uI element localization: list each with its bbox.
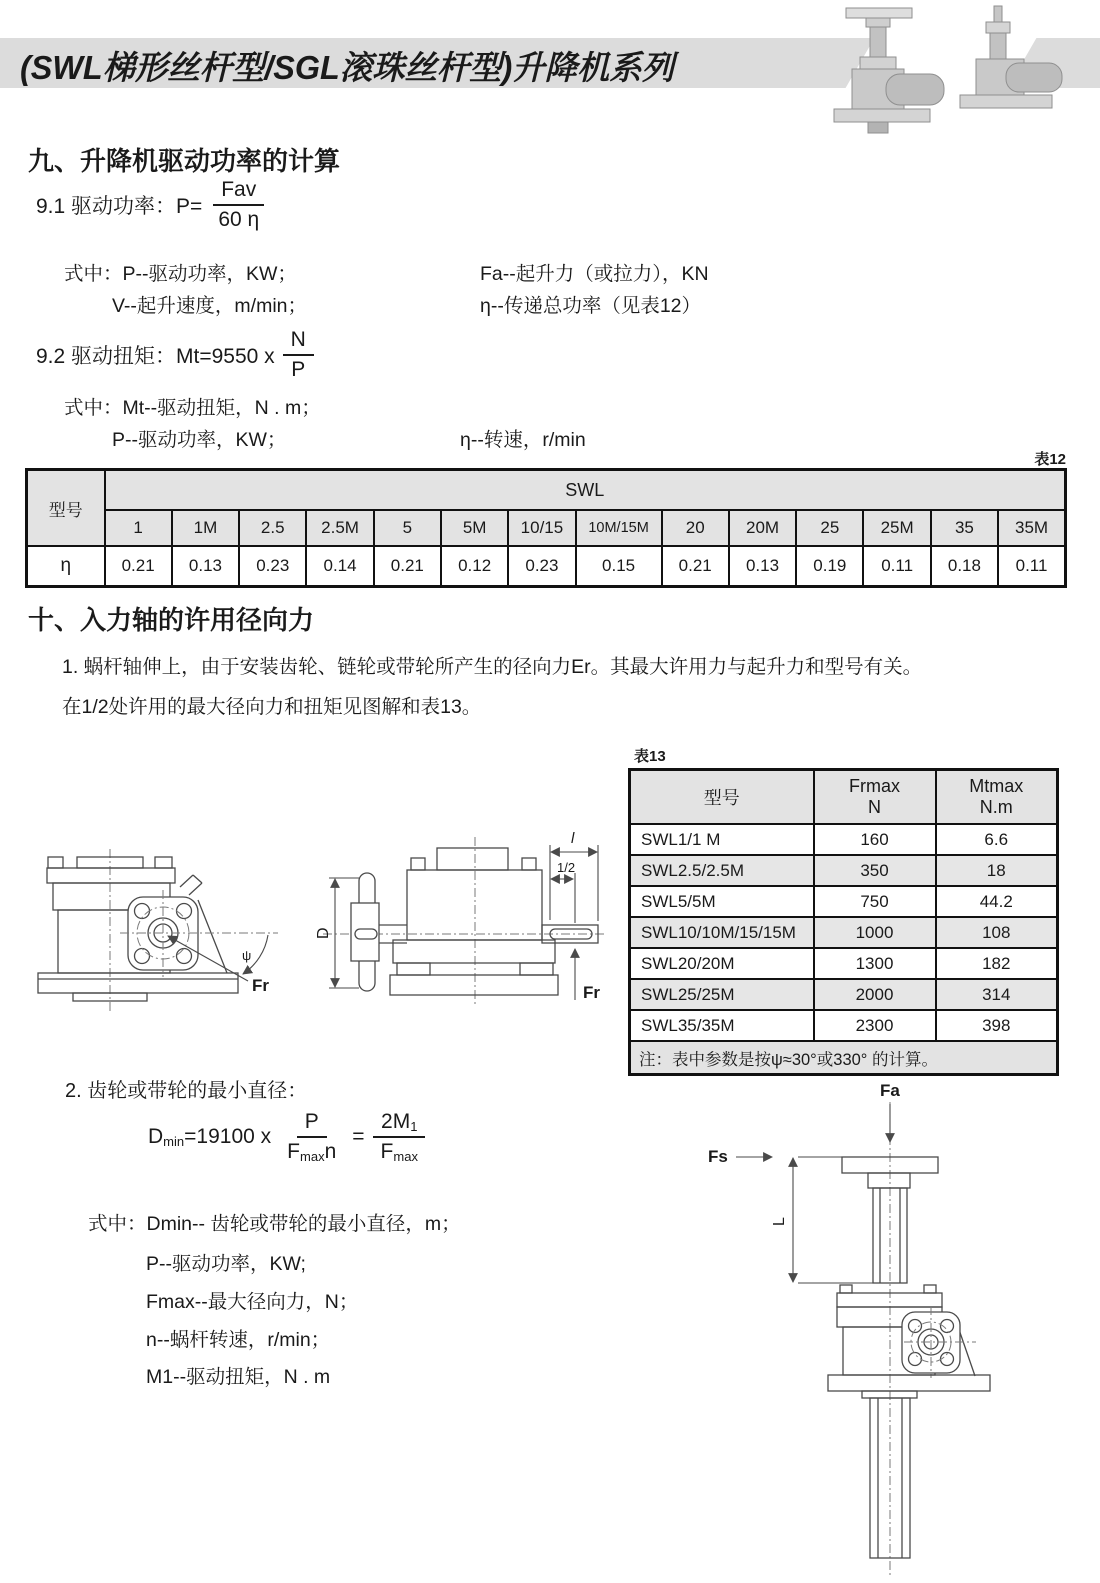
- term-9-1-left-2: V--起升速度，m/min；: [112, 295, 308, 317]
- table12-model: 2.5M: [306, 510, 373, 546]
- table12-efficiency: [25, 468, 1067, 588]
- l-dimension-label: L: [771, 1217, 788, 1226]
- screw-jack-photo-right: [960, 6, 1062, 108]
- frmax-cell: 160: [814, 824, 936, 855]
- product-photos: [808, 2, 1100, 134]
- table12-tag: 表12: [1034, 451, 1066, 468]
- table12-model: 25: [796, 510, 863, 546]
- mtmax-cell: 182: [936, 948, 1058, 979]
- page-title: (SWL梯形丝杆型/SGL滚珠丝杆型)升降机系列: [20, 49, 674, 86]
- term-9-2-left-2: P--驱动功率，KW；: [112, 429, 287, 451]
- frmax-cell: 2300: [814, 1010, 936, 1041]
- table12-value: 0.11: [863, 546, 930, 587]
- table-row: [630, 770, 1058, 825]
- table13-model-header: 型号: [630, 770, 814, 825]
- sub2-heading: 2. 齿轮或带轮的最小直径：: [65, 1080, 308, 1102]
- frmax-cell: 350: [814, 855, 936, 886]
- table12-model: 25M: [863, 510, 930, 546]
- mtmax-cell: 398: [936, 1010, 1058, 1041]
- table12-model: 20M: [729, 510, 796, 546]
- model-cell: SWL1/1 M: [630, 824, 814, 855]
- frmax-line1: Frmax: [849, 776, 900, 796]
- table-row: [630, 855, 1058, 886]
- frmax-cell: 750: [814, 886, 936, 917]
- table12-value: 0.11: [998, 546, 1065, 587]
- table13-radial-force: [628, 768, 1059, 1076]
- dmin-term: M1--驱动扭矩，N . m: [146, 1366, 331, 1388]
- mtmax-cell: 18: [936, 855, 1058, 886]
- formula-9-2-fraction: [283, 328, 314, 382]
- formula-9-1: [36, 178, 267, 232]
- jack-side-view-drawing: [30, 845, 310, 1015]
- section10-para1: 1. 蜗杆轴伸上，由于安装齿轮、链轮或带轮所产生的径向力Er。其最大许用力与起升力和型号有关。: [62, 656, 923, 678]
- table12-model: 35: [931, 510, 998, 546]
- table12-value: 0.18: [931, 546, 998, 587]
- jack-front-view-drawing: [315, 795, 615, 1025]
- table12-model: 5: [374, 510, 441, 546]
- mtmax-cell: 314: [936, 979, 1058, 1010]
- mtmax-line2: N.m: [979, 797, 1013, 817]
- dmin-f1-num: P: [297, 1110, 327, 1138]
- dmin-term: 式中：Dmin-- 齿轮或带轮的最小直径，m；: [88, 1213, 461, 1235]
- table12-value: 0.14: [306, 546, 373, 587]
- table12-group-header: SWL: [105, 470, 1066, 511]
- mtmax-cell: 108: [936, 917, 1058, 948]
- table12-model: 20: [662, 510, 729, 546]
- table-row: [27, 470, 1066, 511]
- dmin-term: Fmax--最大径向力，N；: [146, 1291, 359, 1313]
- dmin-fraction-2: [373, 1110, 426, 1164]
- table12-value: 0.21: [662, 546, 729, 587]
- dmin-term: P--驱动功率，KW;: [146, 1253, 306, 1275]
- table12-value: 0.21: [105, 546, 172, 587]
- table13-mtmax-header: [936, 770, 1058, 825]
- term-9-2-left-1: 式中：Mt--驱动扭矩，N . m；: [64, 397, 321, 419]
- term-9-1-left-1: 式中：P--驱动功率，KW；: [64, 263, 297, 285]
- fa-label: Fa: [880, 1081, 900, 1100]
- dmin-lead: Dmin=19100 x: [148, 1125, 272, 1150]
- frmax-cell: 2000: [814, 979, 936, 1010]
- table12-value: 0.15: [576, 546, 662, 587]
- psi-label: ψ: [242, 948, 252, 963]
- table-row: [27, 510, 1066, 546]
- term-9-1-right-2: η--传递总功率（见表12）: [480, 295, 702, 317]
- screw-jack-photo-left: [834, 8, 944, 133]
- table13-frmax-header: [814, 770, 936, 825]
- table-row: [630, 917, 1058, 948]
- table-row: [27, 546, 1066, 587]
- table12-model: 10M/15M: [576, 510, 662, 546]
- model-cell: SWL10/10M/15/15M: [630, 917, 814, 948]
- model-cell: SWL25/25M: [630, 979, 814, 1010]
- dmin-f2-num: 2M1: [373, 1110, 425, 1138]
- mtmax-cell: 6.6: [936, 824, 1058, 855]
- table-row: [630, 886, 1058, 917]
- fs-label: Fs: [708, 1147, 728, 1166]
- table13-tag: 表13: [634, 748, 666, 765]
- table-row: [630, 1041, 1058, 1075]
- table12-model: 5M: [441, 510, 508, 546]
- fr-label: Fr: [252, 976, 269, 995]
- formula-9-1-numerator: Fav: [213, 178, 264, 206]
- table-row: [630, 979, 1058, 1010]
- formula-9-2-numerator: N: [283, 328, 314, 356]
- model-cell: SWL35/35M: [630, 1010, 814, 1041]
- dmin-f2-den: Fmax: [380, 1140, 418, 1165]
- dmin-f1-den: Fmaxn: [287, 1140, 337, 1165]
- half-dimension-label: 1/2: [557, 860, 576, 875]
- table-row: [630, 824, 1058, 855]
- l-dimension-label: l: [571, 830, 575, 847]
- model-cell: SWL2.5/2.5M: [630, 855, 814, 886]
- formula-9-2: [36, 328, 314, 382]
- term-9-2-right-2: η--转速，r/min: [460, 429, 586, 451]
- table12-model: 35M: [998, 510, 1065, 546]
- dmin-equals: =: [352, 1125, 365, 1149]
- section10-para2: 在1/2处许用的最大径向力和扭矩见图解和表13。: [62, 696, 482, 718]
- table12-model: 10/15: [508, 510, 575, 546]
- frmax-cell: 1000: [814, 917, 936, 948]
- table12-model: 2.5: [239, 510, 306, 546]
- formula-9-2-denominator: P: [291, 358, 306, 382]
- formula-9-1-denominator: 60 η: [218, 208, 260, 232]
- mtmax-cell: 44.2: [936, 886, 1058, 917]
- table12-model-header: 型号: [27, 470, 105, 547]
- table12-value: 0.21: [374, 546, 441, 587]
- table12-value: 0.19: [796, 546, 863, 587]
- table12-value: 0.23: [239, 546, 306, 587]
- section9-heading: 九、升降机驱动功率的计算: [28, 146, 341, 176]
- formula-9-1-fraction: [210, 178, 267, 232]
- table-row: [630, 948, 1058, 979]
- dmin-term: n--蜗杆转速，r/min；: [146, 1329, 331, 1351]
- frmax-cell: 1300: [814, 948, 936, 979]
- table12-eta-label: η: [27, 546, 105, 587]
- fr-label: Fr: [583, 983, 600, 1002]
- table12-value: 0.23: [508, 546, 575, 587]
- table12-model: 1: [105, 510, 172, 546]
- table12-model: 1M: [172, 510, 239, 546]
- frmax-line2: N: [868, 797, 881, 817]
- table-row: [630, 1010, 1058, 1041]
- table12-value: 0.13: [729, 546, 796, 587]
- term-9-1-right-1: Fa--起升力（或拉力），KN: [480, 263, 709, 285]
- jack-vertical-load-drawing: [678, 1078, 1008, 1583]
- dmin-fraction-1: [279, 1110, 344, 1164]
- model-cell: SWL20/20M: [630, 948, 814, 979]
- model-cell: SWL5/5M: [630, 886, 814, 917]
- d-dimension-label: D: [315, 927, 332, 939]
- section10-heading: 十、入力轴的许用径向力: [28, 605, 315, 635]
- table12-value: 0.12: [441, 546, 508, 587]
- table12-value: 0.13: [172, 546, 239, 587]
- formula-9-2-lead: 9.2 驱动扭矩：Mt=9550 x: [36, 345, 275, 369]
- mtmax-line1: Mtmax: [969, 776, 1024, 796]
- dmin-formula: [148, 1110, 426, 1164]
- formula-9-1-lead: 9.1 驱动功率：P=: [36, 195, 203, 219]
- table13-note: 注：表中参数是按ψ≈30°或330° 的计算。: [630, 1041, 1058, 1075]
